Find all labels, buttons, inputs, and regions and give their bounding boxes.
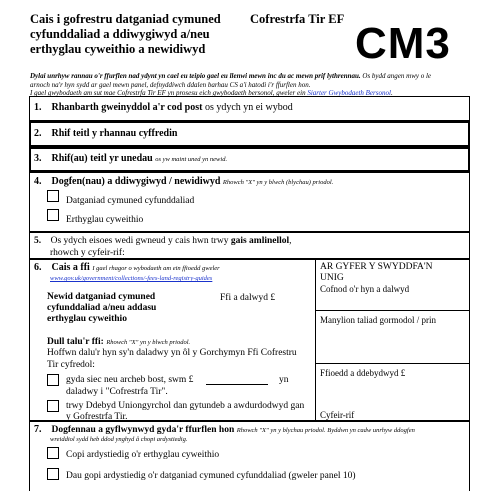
option-two-certified-copies: Dau gopi ardystiedig o'r datganiad cymuned cyfunddaliad (gweler panel 10) [66, 471, 356, 481]
panel-7-note-1: Rhowch "X" yn y blychau priodol. Byddwn yn cadw unrhyw ddogfen [236, 427, 415, 434]
panel-1-label: Rhanbarth gweinyddol a'r cod post [51, 102, 203, 113]
payment-text-1: Hoffwn dalu'r hyn sy'n daladwy yn ôl y Gorchymyn Ffi Cofrestru [47, 348, 297, 358]
panel-2-label: Rhif teitl y rhannau cyffredin [51, 128, 178, 139]
form-title [30, 12, 260, 57]
office-use-line-1: AR GYFER Y SWYDDFA'N [320, 262, 433, 272]
office-divider-1 [315, 310, 469, 311]
registry-name: Cofrestrfa Tir EF [250, 12, 345, 26]
panel-5-text-end: , [289, 236, 292, 246]
title-line-1: Cais i gofrestru datganiad cymuned [30, 12, 221, 26]
panel-1-number: 1. [34, 102, 42, 113]
office-use-line-3: Cofnod o'r hyn a dalwyd [320, 284, 410, 294]
panel-3-label: Rhif(au) teitl yr unedau [51, 153, 153, 164]
fee-item-line-3: erthyglau cyweithio [47, 314, 127, 324]
option-cheque-line-2: daladwy i "Cofrestrfa Tir". [66, 387, 168, 397]
intro-notes [30, 72, 470, 98]
form-code: CM3 [355, 19, 451, 68]
fee-item-line-2: cyfunddaliad a/neu addasu [47, 303, 157, 313]
panel-1-label-rest: os ydych yn ei wybod [202, 102, 293, 113]
option-community-statement: Datganiad cymuned cyfunddaliad [66, 196, 195, 206]
payment-text-2: Tir cyfredol: [47, 360, 95, 370]
title-line-3: erthyglau cyweithio a newidiwyd [30, 42, 206, 56]
checkbox-cheque[interactable] [47, 374, 59, 386]
panel-3[interactable] [29, 147, 470, 172]
panel-6-note: I gael rhagor o wybodaeth am ein ffioedd gweler [92, 265, 220, 272]
panel-6-label: Cais a ffi [51, 262, 90, 273]
option-cheque-yn: yn [279, 375, 289, 385]
option-cheque-line-1: gyda siec neu archeb bost, swm £ [66, 375, 194, 385]
option-certified-articles: Copi ardystiedig o'r erthyglau cyweithio [66, 450, 220, 460]
payment-method-label: Dull talu'r ffi: [47, 337, 104, 347]
office-overpayment: Manylion taliad gormodol / prin [320, 315, 436, 325]
office-fees-debited: Ffioedd a ddebydwyd £ [320, 368, 406, 378]
office-reference: Cyfeir-rif [320, 410, 355, 420]
panel-7-note-2: wreiddiol sydd heb ddod ynghyd â chopi ardystiedig. [50, 436, 188, 443]
cheque-amount-line[interactable] [206, 384, 268, 385]
panel-3-number: 3. [34, 153, 42, 164]
checkbox-certified-articles[interactable] [47, 447, 59, 459]
intro-line-2: arnoch na'r hyn sydd ar gael mewn panel, defnyddiwch ddalen barhau CS a'i hatodi i'r ffurflen hon. [30, 80, 311, 89]
panel-5-number: 5. [34, 236, 42, 246]
panel-6 [29, 259, 470, 421]
panel-5-line-2: rhowch y cyfeir-rif: [50, 248, 125, 258]
panel-7-label: Dogfennau a gyflwynwyd gyda'r ffurflen hon [51, 425, 235, 435]
panel-5-text-bold: gais amlinellol [230, 236, 290, 246]
panel-3-note: os yw maint uned yn newid. [155, 156, 228, 163]
panel-2-number: 2. [34, 128, 42, 139]
checkbox-community-statement[interactable] [47, 190, 59, 202]
panel-6-number: 6. [34, 262, 42, 273]
panel-4-note: Rhowch "X" yn y blwch (blychau) priodol. [222, 179, 334, 186]
panel-6-divider [315, 260, 316, 420]
intro-line-1-rest: Os bydd angen mwy o le [360, 72, 432, 80]
fee-item [47, 292, 156, 325]
panel-5[interactable] [29, 232, 470, 259]
panel-4 [29, 172, 470, 232]
panel-1 [29, 96, 470, 121]
checkbox-articles-of-association[interactable] [47, 209, 59, 221]
option-direct-debit-line-2: y Gofrestrfa Tir. [66, 412, 128, 422]
option-direct-debit-line-1: trwy Ddebyd Uniongyrchol dan gytundeb a awdurdodwyd gan [66, 401, 305, 411]
panel-7-number: 7. [34, 424, 42, 435]
panel-2[interactable] [29, 121, 470, 147]
checkbox-two-certified-copies[interactable] [47, 468, 59, 480]
panel-7 [29, 421, 470, 491]
checkbox-direct-debit[interactable] [47, 400, 59, 412]
payment-method-note: Rhowch "X" yn y blwch priodol. [106, 339, 191, 346]
panel-4-label: Dogfen(nau) a ddiwygiwyd / newidiwyd [51, 176, 221, 187]
intro-line-3-end: . [390, 89, 393, 97]
office-use-line-2: UNIG [320, 273, 344, 283]
fee-item-line-1: Newid datganiad cymuned [47, 292, 156, 302]
panel-5-text: Os ydych eisoes wedi gwneud y cais hwn trwy [50, 236, 231, 246]
title-line-2: cyfunddaliad a ddiwygiwyd a/neu [30, 27, 210, 41]
intro-line-1-bold: Dylai unrhyw rannau o'r ffurflen nad ydynt yn cael eu teipio gael eu llenwi mewn inc du ac mewn prif lythrennau. [30, 72, 361, 80]
intro-line-3: I gael gwybodaeth am sut mae Cofrestrfa Tir EF yn prosesu eich gwybodaeth bersonol, gweler ein [30, 89, 308, 97]
panel-4-number: 4. [34, 176, 42, 187]
office-divider-2 [315, 363, 469, 364]
option-articles-of-association: Erthyglau cyweithio [66, 215, 144, 225]
fees-guide-link[interactable]: www.gov.uk/government/collections/-fees-land-registry-guides [50, 275, 213, 282]
personal-info-charter-link[interactable]: Siarter Gwybodaeth Bersonol [307, 89, 391, 97]
fee-paid-field[interactable]: Ffi a dalwyd £ [220, 293, 276, 303]
office-use-header [320, 262, 432, 295]
